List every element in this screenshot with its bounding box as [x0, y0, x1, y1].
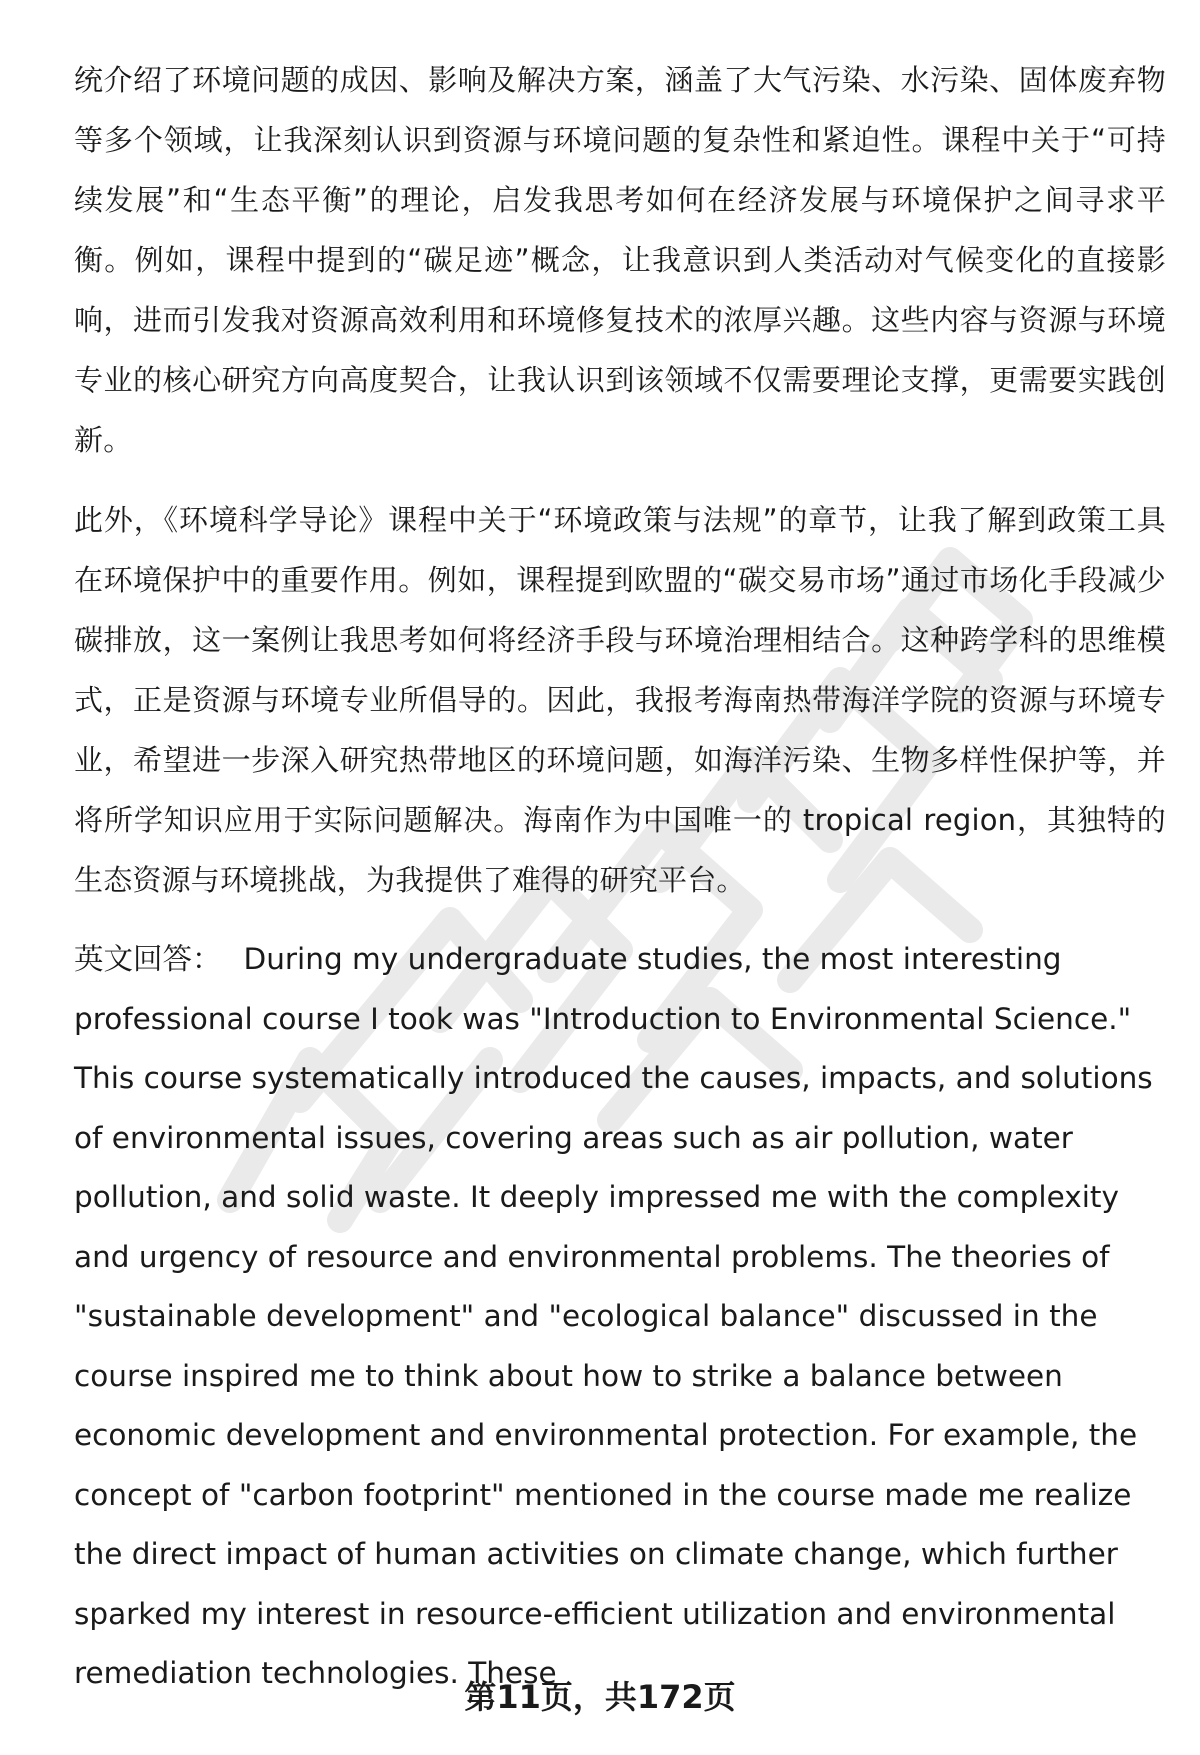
- page-number-footer: 第11页，共172页: [464, 1678, 736, 1716]
- document-body: [74, 50, 1166, 1704]
- body-paragraph-1: 统介绍了环境问题的成因、影响及解决方案，涵盖了大气污染、水污染、固体废弃物等多个领域，让我深刻认识到资源与环境问题的复杂性和紧迫性。课程中关于“可持续发展”和“生态平衡”的理论，启发我思考如何在经济发展与环境保护之间寻求平衡。例如，课程中提到的“碳足迹”概念，让我意识到人类活动对气候变化的直接影响，进而引发我对资源高效利用和环境修复技术的浓厚兴趣。这些内容与资源与环境专业的核心研究方向高度契合，让我认识到该领域不仅需要理论支撑，更需要实践创新。: [74, 63, 1166, 457]
- english-answer-text: During my undergraduate studies, the most interesting professional course I took was "Introduction to Environmental Science." This course systematically introduced the causes, impacts, and solutions of environmental issues, covering areas such as air pollution, water pollution, and solid waste. It deeply impressed me with the complexity and urgency of resource and environmental problems. The theories of "sustainable development" and "ecological balance" discussed in the course inspired me to think about how to strike a balance between economic development and environmental protection. For example, the concept of "carbon footprint" mentioned in the course made me realize the direct impact of human activities on climate change, which further sparked my interest in resource-efficient utilization and environmental remediation technologies. These: [74, 942, 1153, 1690]
- english-answer-label: 英文回答：: [74, 942, 222, 976]
- body-paragraph-2: 此外，《环境科学导论》课程中关于“环境政策与法规”的章节，让我了解到政策工具在环境保护中的重要作用。例如，课程提到欧盟的“碳交易市场”通过市场化手段减少碳排放，这一案例让我思考如何将经济手段与环境治理相结合。这种跨学科的思维模式，正是资源与环境专业所倡导的。因此，我报考海南热带海洋学院的资源与环境专业，希望进一步深入研究热带地区的环境问题，如海洋污染、生物多样性保护等，并将所学知识应用于实际问题解决。海南作为中国唯一的 tropical region，其独特的生态资源与环境挑战，为我提供了难得的研究平台。: [74, 503, 1166, 897]
- english-answer-paragraph: [74, 930, 1166, 1704]
